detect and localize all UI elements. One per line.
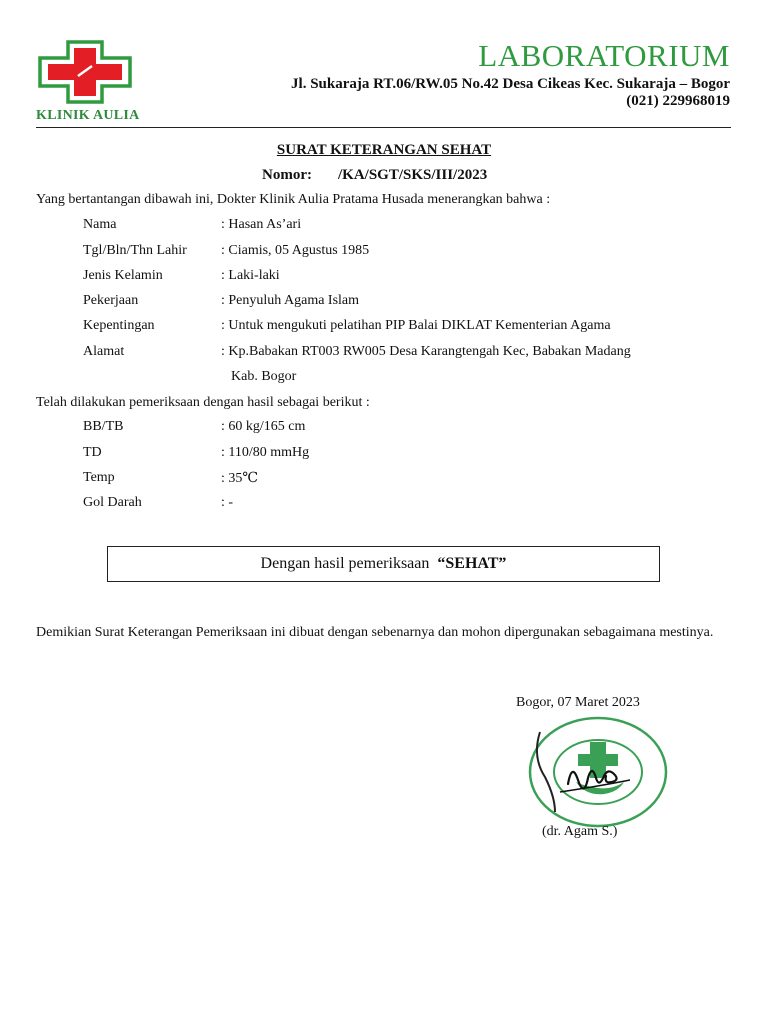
lab-title: LABORATORIUM	[478, 38, 730, 73]
exam-label: Gol Darah	[83, 495, 142, 510]
field-label: Kepentingan	[83, 318, 155, 333]
intro-text: Yang bertantangan dibawah ini, Dokter Klinik Aulia Pratama Husada menerangkan bahwa :	[36, 192, 551, 207]
address-line: Jl. Sukaraja RT.06/RW.05 No.42 Desa Cikeas Kec. Sukaraja – Bogor	[291, 76, 730, 92]
clinic-address	[291, 76, 730, 110]
exam-label: TD	[83, 445, 102, 460]
signer-name: (dr. Agam S.)	[542, 824, 618, 839]
result-prefix: Dengan hasil pemeriksaan	[260, 555, 430, 572]
result-box	[107, 546, 660, 582]
exam-label: BB/TB	[83, 419, 124, 434]
result-value: “SEHAT”	[437, 555, 507, 572]
number-label: Nomor:	[262, 167, 312, 183]
document-title-text: SURAT KETERANGAN SEHAT	[276, 142, 492, 158]
exam-value: : 35℃	[221, 471, 259, 486]
field-label: Pekerjaan	[83, 293, 139, 308]
field-label: Jenis Kelamin	[83, 268, 163, 283]
clinic-cross-logo	[38, 40, 132, 104]
clinic-stamp-with-signature	[520, 712, 670, 830]
place-date: Bogor, 07 Maret 2023	[516, 695, 640, 710]
clinic-name: KLINIK AULIA	[36, 108, 140, 123]
field-value: : Kp.Babakan RT003 RW005 Desa Karangtengah Kec, Babakan Madang	[221, 344, 631, 359]
exam-intro: Telah dilakukan pemeriksaan dengan hasil sebagai berikut :	[36, 395, 370, 410]
field-value: : Laki-laki	[221, 268, 280, 283]
header-divider	[36, 127, 731, 128]
phone-number: (021) 229968019	[626, 93, 730, 109]
field-label: Tgl/Bln/Thn Lahir	[83, 243, 187, 258]
number-value: /KA/SGT/SKS/III/2023	[337, 167, 488, 183]
document-number	[262, 167, 487, 184]
address-continuation: Kab. Bogor	[231, 369, 297, 384]
field-value: : Hasan As’ari	[221, 217, 302, 232]
document-title	[0, 142, 768, 159]
field-value: : Penyuluh Agama Islam	[221, 293, 360, 308]
exam-value: : -	[221, 495, 234, 510]
exam-value: : 110/80 mmHg	[221, 445, 310, 460]
field-value: : Ciamis, 05 Agustus 1985	[221, 243, 370, 258]
field-label: Nama	[83, 217, 117, 232]
closing-text: Demikian Surat Keterangan Pemeriksaan ini dibuat dengan sebenarnya dan mohon dipergunakan sebagaimana mestinya.	[36, 625, 714, 640]
field-label: Alamat	[83, 344, 125, 359]
exam-label: Temp	[83, 470, 115, 485]
exam-value: : 60 kg/165 cm	[221, 419, 306, 434]
field-value: : Untuk mengukuti pelatihan PIP Balai DIKLAT Kementerian Agama	[221, 318, 611, 333]
